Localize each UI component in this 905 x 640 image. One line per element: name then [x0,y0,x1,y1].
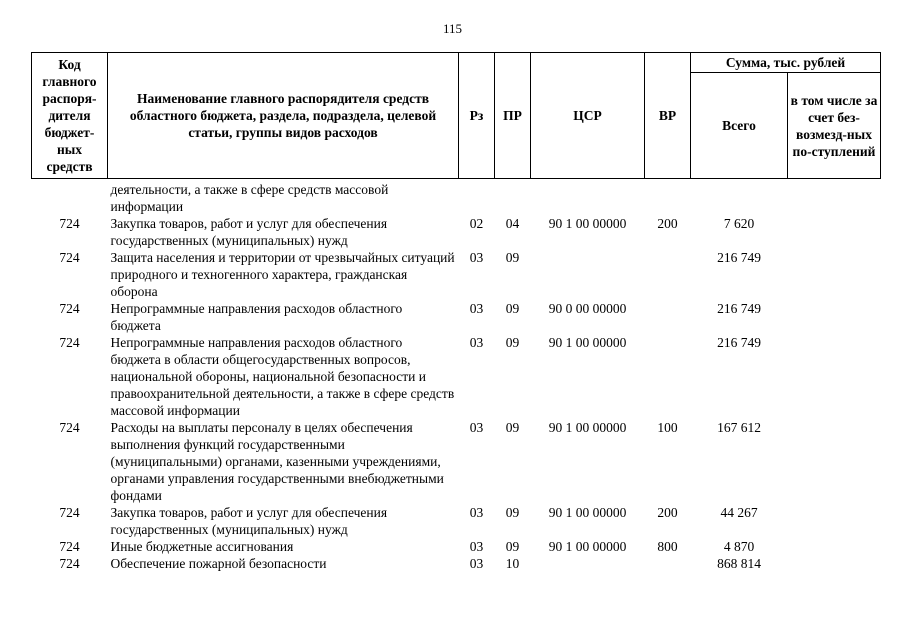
header-sum-group: Сумма, тыс. рублей [691,53,881,73]
cell-code: 724 [59,335,80,350]
cell-gratuitous [788,555,881,572]
cell-name: Обеспечение пожарной безопасности [110,556,327,571]
cell-gratuitous [788,249,881,300]
cell-pr: 09 [505,420,520,435]
cell-pr: 09 [505,250,520,265]
cell-code: 724 [59,505,80,520]
cell-csr [531,555,645,572]
cell-gratuitous [788,179,881,216]
cell-rz: 03 [469,539,484,554]
cell-rz [459,179,495,216]
cell-vr: 800 [657,539,678,554]
table-row [32,538,881,555]
header-rz: Рз [459,53,495,179]
header-pr: ПР [495,53,531,179]
cell-gratuitous [788,538,881,555]
cell-name: Непрограммные направления расходов областного бюджета в области общегосударственных вопросов, национальной обороны, национальной безопасности и правоохранительной деятельности, а также в сфере средств массовой информации [110,335,455,418]
cell-code: 724 [59,556,80,571]
header-gratuitous: в том числе за счет без-возмезд-ных по-ступлений [788,73,881,179]
table-row [32,555,881,572]
header-vr: ВР [645,53,691,179]
table-row [32,300,881,334]
cell-total [691,179,788,216]
cell-total: 167 612 [717,420,761,435]
cell-name: Непрограммные направления расходов областного бюджета [110,301,403,333]
cell-vr: 200 [657,216,678,231]
cell-name: Иные бюджетные ассигнования [110,539,294,554]
table-row [32,419,881,504]
cell-total: 4 870 [723,539,755,554]
cell-gratuitous [788,419,881,504]
cell-total: 44 267 [720,505,758,520]
header-code: Код главного распоря-дителя бюджет-ных средств [32,53,108,179]
header-csr: ЦСР [531,53,645,179]
cell-code: 724 [59,301,80,316]
cell-pr: 09 [505,539,520,554]
header-name: Наименование главного распорядителя средств областного бюджета, раздела, подраздела, целевой статьи, группы видов расходов [108,53,459,179]
table-body [32,179,881,573]
cell-total: 868 814 [717,556,761,571]
cell-code: 724 [59,539,80,554]
cell-vr [645,300,691,334]
table-row [32,334,881,419]
table-header [32,53,881,179]
table-row [32,249,881,300]
cell-pr: 10 [505,556,520,571]
cell-gratuitous [788,504,881,538]
cell-rz: 03 [469,335,484,350]
cell-total: 216 749 [717,250,761,265]
cell-csr: 90 0 00 00000 [548,301,627,316]
cell-code [32,179,108,216]
cell-name: деятельности, а также в сфере средств массовой информации [110,182,389,214]
cell-csr: 90 1 00 00000 [548,216,627,231]
cell-vr [645,555,691,572]
cell-name: Закупка товаров, работ и услуг для обеспечения государственных (муниципальных) нужд [110,505,388,537]
cell-code: 724 [59,420,80,435]
cell-gratuitous [788,215,881,249]
cell-csr: 90 1 00 00000 [548,420,627,435]
cell-rz: 02 [469,216,484,231]
cell-csr: 90 1 00 00000 [548,539,627,554]
table-row [32,179,881,216]
cell-code: 724 [59,250,80,265]
cell-vr: 200 [657,505,678,520]
cell-rz: 03 [469,301,484,316]
cell-csr: 90 1 00 00000 [548,335,627,350]
cell-gratuitous [788,300,881,334]
cell-pr: 09 [505,505,520,520]
cell-csr [531,249,645,300]
cell-pr [495,179,531,216]
cell-rz: 03 [469,250,484,265]
header-total: Всего [691,73,788,179]
cell-csr [531,179,645,216]
cell-name: Защита населения и территории от чрезвычайных ситуаций природного и техногенного характера, гражданская оборона [110,250,455,299]
cell-name: Закупка товаров, работ и услуг для обеспечения государственных (муниципальных) нужд [110,216,388,248]
cell-gratuitous [788,334,881,419]
cell-pr: 04 [505,216,520,231]
cell-pr: 09 [505,301,520,316]
table-row [32,215,881,249]
table-row [32,504,881,538]
cell-vr: 100 [657,420,678,435]
cell-rz: 03 [469,420,484,435]
cell-code: 724 [59,216,80,231]
cell-rz: 03 [469,505,484,520]
cell-total: 216 749 [717,301,761,316]
cell-rz: 03 [469,556,484,571]
cell-vr [645,179,691,216]
cell-csr: 90 1 00 00000 [548,505,627,520]
budget-table [31,52,881,572]
cell-vr [645,249,691,300]
page-number: 115 [442,21,463,36]
cell-total: 216 749 [717,335,761,350]
cell-vr [645,334,691,419]
cell-name: Расходы на выплаты персоналу в целях обеспечения выполнения функций государственными (муниципальными) органами, казенными учреждениями, органами управления государственными внебюджетными фондами [110,420,444,503]
cell-pr: 09 [505,335,520,350]
cell-total: 7 620 [723,216,755,231]
